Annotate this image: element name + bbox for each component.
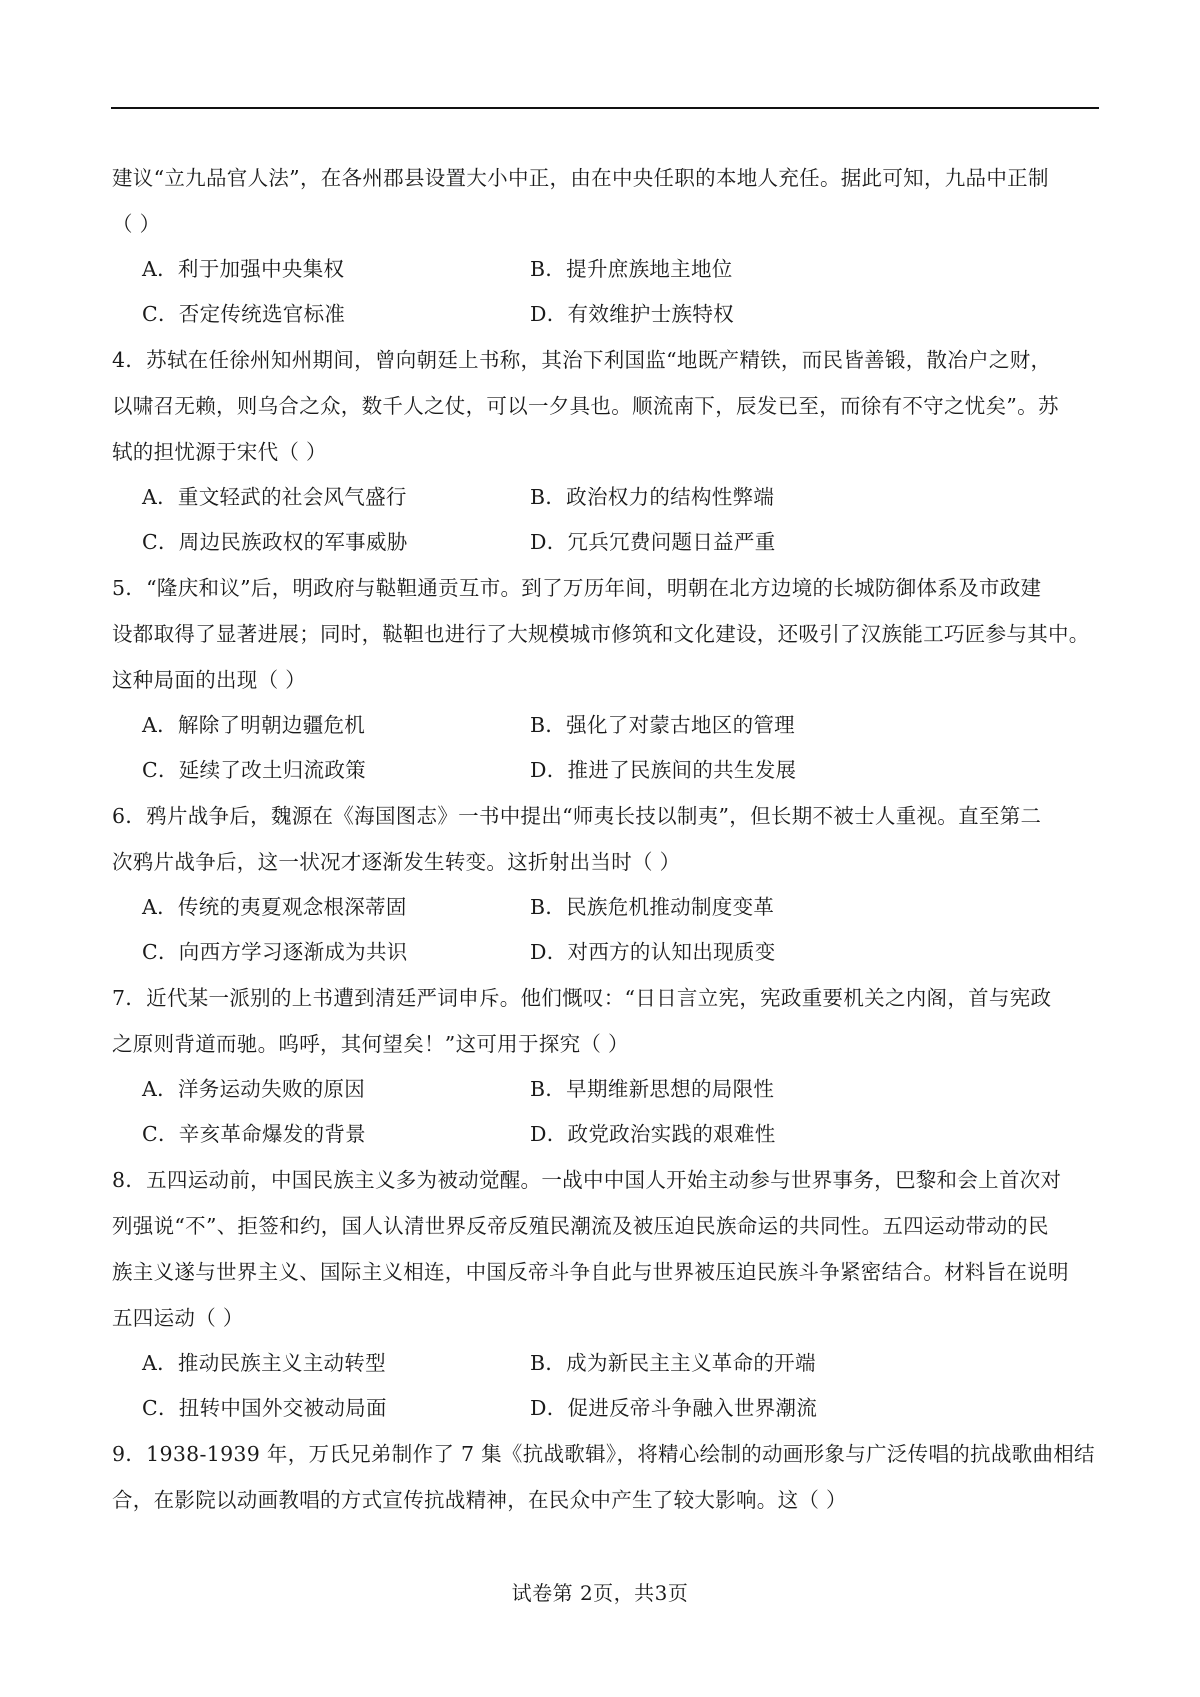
- header-rule: [111, 107, 1099, 109]
- answer-option[interactable]: C．辛亥革命爆发的背景: [142, 1122, 366, 1146]
- question-text-line: 这种局面的出现（ ）: [112, 668, 307, 692]
- question-text-line: 7．近代某一派别的上书遭到清廷严词申斥。他们慨叹：“日日言立宪，宪政重要机关之内阁，首与宪政: [112, 986, 1052, 1010]
- answer-option[interactable]: D．推进了民族间的共生发展: [530, 758, 797, 782]
- answer-option[interactable]: A．洋务运动失败的原因: [142, 1077, 366, 1101]
- question-item: [112, 1431, 1102, 1523]
- option-row: [112, 1341, 1102, 1386]
- question-text-line: 之原则背道而驰。呜呼，其何望矣！”这可用于探究（ ）: [112, 1032, 629, 1056]
- exam-content: [112, 155, 1102, 1523]
- answer-option[interactable]: B．早期维新思想的局限性: [530, 1077, 775, 1101]
- option-row: [112, 520, 1102, 565]
- answer-option[interactable]: A．传统的夷夏观念根深蒂固: [142, 895, 407, 919]
- question-text-line: 轼的担忧源于宋代（ ）: [112, 440, 327, 464]
- question-text-line: 设都取得了显著进展；同时，鞑靼也进行了大规模城市修筑和文化建设，还吸引了汉族能工巧匠参与其中。: [112, 622, 1090, 646]
- answer-option[interactable]: D．有效维护士族特权: [530, 302, 734, 326]
- answer-option[interactable]: B．民族危机推动制度变革: [530, 895, 775, 919]
- answer-option[interactable]: C．延续了改土归流政策: [142, 758, 366, 782]
- answer-option[interactable]: C．否定传统选官标准: [142, 302, 346, 326]
- option-row: [112, 748, 1102, 793]
- question-text-line: 4．苏轼在任徐州知州期间，曾向朝廷上书称，其治下利国监“地既产精铁，而民皆善锻，散冶户之财，: [112, 348, 1052, 372]
- question-text-line: 9．1938-1939 年，万氏兄弟制作了 7 集《抗战歌辑》，将精心绘制的动画形象与广泛传唱的抗战歌曲相结: [112, 1442, 1095, 1466]
- answer-option[interactable]: D．促进反帝斗争融入世界潮流: [530, 1396, 818, 1420]
- answer-option[interactable]: C．周边民族政权的军事威胁: [142, 530, 408, 554]
- answer-option[interactable]: D．冗兵冗费问题日益严重: [530, 530, 776, 554]
- answer-option[interactable]: D．政党政治实践的艰难性: [530, 1122, 776, 1146]
- option-row: [112, 475, 1102, 520]
- option-row: [112, 1112, 1102, 1157]
- option-row: [112, 885, 1102, 930]
- answer-option[interactable]: A．利于加强中央集权: [142, 257, 345, 281]
- answer-option[interactable]: C．扭转中国外交被动局面: [142, 1396, 387, 1420]
- question-text-line: 族主义遂与世界主义、国际主义相连，中国反帝斗争自此与世界被压迫民族斗争紧密结合。材料旨在说明: [112, 1260, 1069, 1284]
- question-item: [112, 565, 1102, 793]
- answer-option[interactable]: B．成为新民主主义革命的开端: [530, 1351, 816, 1375]
- question-item: [112, 337, 1102, 565]
- question-item: [112, 793, 1102, 975]
- question-text-line: 建议“立九品官人法”，在各州郡县设置大小中正，由在中央任职的本地人充任。据此可知，九品中正制: [112, 166, 1049, 190]
- page-footer: 试卷第 2页，共3页: [511, 1581, 689, 1605]
- answer-option[interactable]: B．提升庶族地主地位: [530, 257, 733, 281]
- question-item: [112, 975, 1102, 1157]
- answer-option[interactable]: B．强化了对蒙古地区的管理: [530, 713, 795, 737]
- question-text-line: 合，在影院以动画教唱的方式宣传抗战精神，在民众中产生了较大影响。这（ ）: [112, 1488, 847, 1512]
- question-text-line: 次鸦片战争后，这一状况才逐渐发生转变。这折射出当时（ ）: [112, 850, 681, 874]
- question-list: [112, 337, 1102, 1523]
- question-text-line: 列强说“不”、拒签和约，国人认清世界反帝反殖民潮流及被压迫民族命运的共同性。五四运动带动的民: [112, 1214, 1049, 1238]
- answer-option[interactable]: A．推动民族主义主动转型: [142, 1351, 386, 1375]
- question-3-continued: [112, 155, 1102, 337]
- option-row: [112, 703, 1102, 748]
- question-text-line: （ ）: [112, 212, 161, 236]
- option-row: [112, 247, 1102, 292]
- question-text-line: 5．“隆庆和议”后，明政府与鞑靼通贡互市。到了万历年间，明朝在北方边境的长城防御体系及市政建: [112, 576, 1042, 600]
- answer-option[interactable]: D．对西方的认知出现质变: [530, 940, 776, 964]
- question-3-tail: [112, 155, 1102, 337]
- option-row: [112, 292, 1102, 337]
- question-item: [112, 1157, 1102, 1431]
- option-row: [112, 1067, 1102, 1112]
- question-text-line: 8．五四运动前，中国民族主义多为被动觉醒。一战中中国人开始主动参与世界事务，巴黎和会上首次对: [112, 1168, 1062, 1192]
- option-row: [112, 1386, 1102, 1431]
- answer-option[interactable]: A．重文轻武的社会风气盛行: [142, 485, 407, 509]
- question-text-line: 6．鸦片战争后，魏源在《海国图志》一书中提出“师夷长技以制夷”，但长期不被士人重视。直至第二: [112, 804, 1042, 828]
- answer-option[interactable]: C．向西方学习逐渐成为共识: [142, 940, 408, 964]
- answer-option[interactable]: A．解除了明朝边疆危机: [142, 713, 366, 737]
- option-row: [112, 930, 1102, 975]
- question-text-line: 五四运动（ ）: [112, 1306, 244, 1330]
- question-text-line: 以啸召无赖，则乌合之众，数千人之仗，可以一夕具也。顺流南下，辰发已至，而徐有不守之忧矣”。苏: [112, 394, 1059, 418]
- answer-option[interactable]: B．政治权力的结构性弊端: [530, 485, 775, 509]
